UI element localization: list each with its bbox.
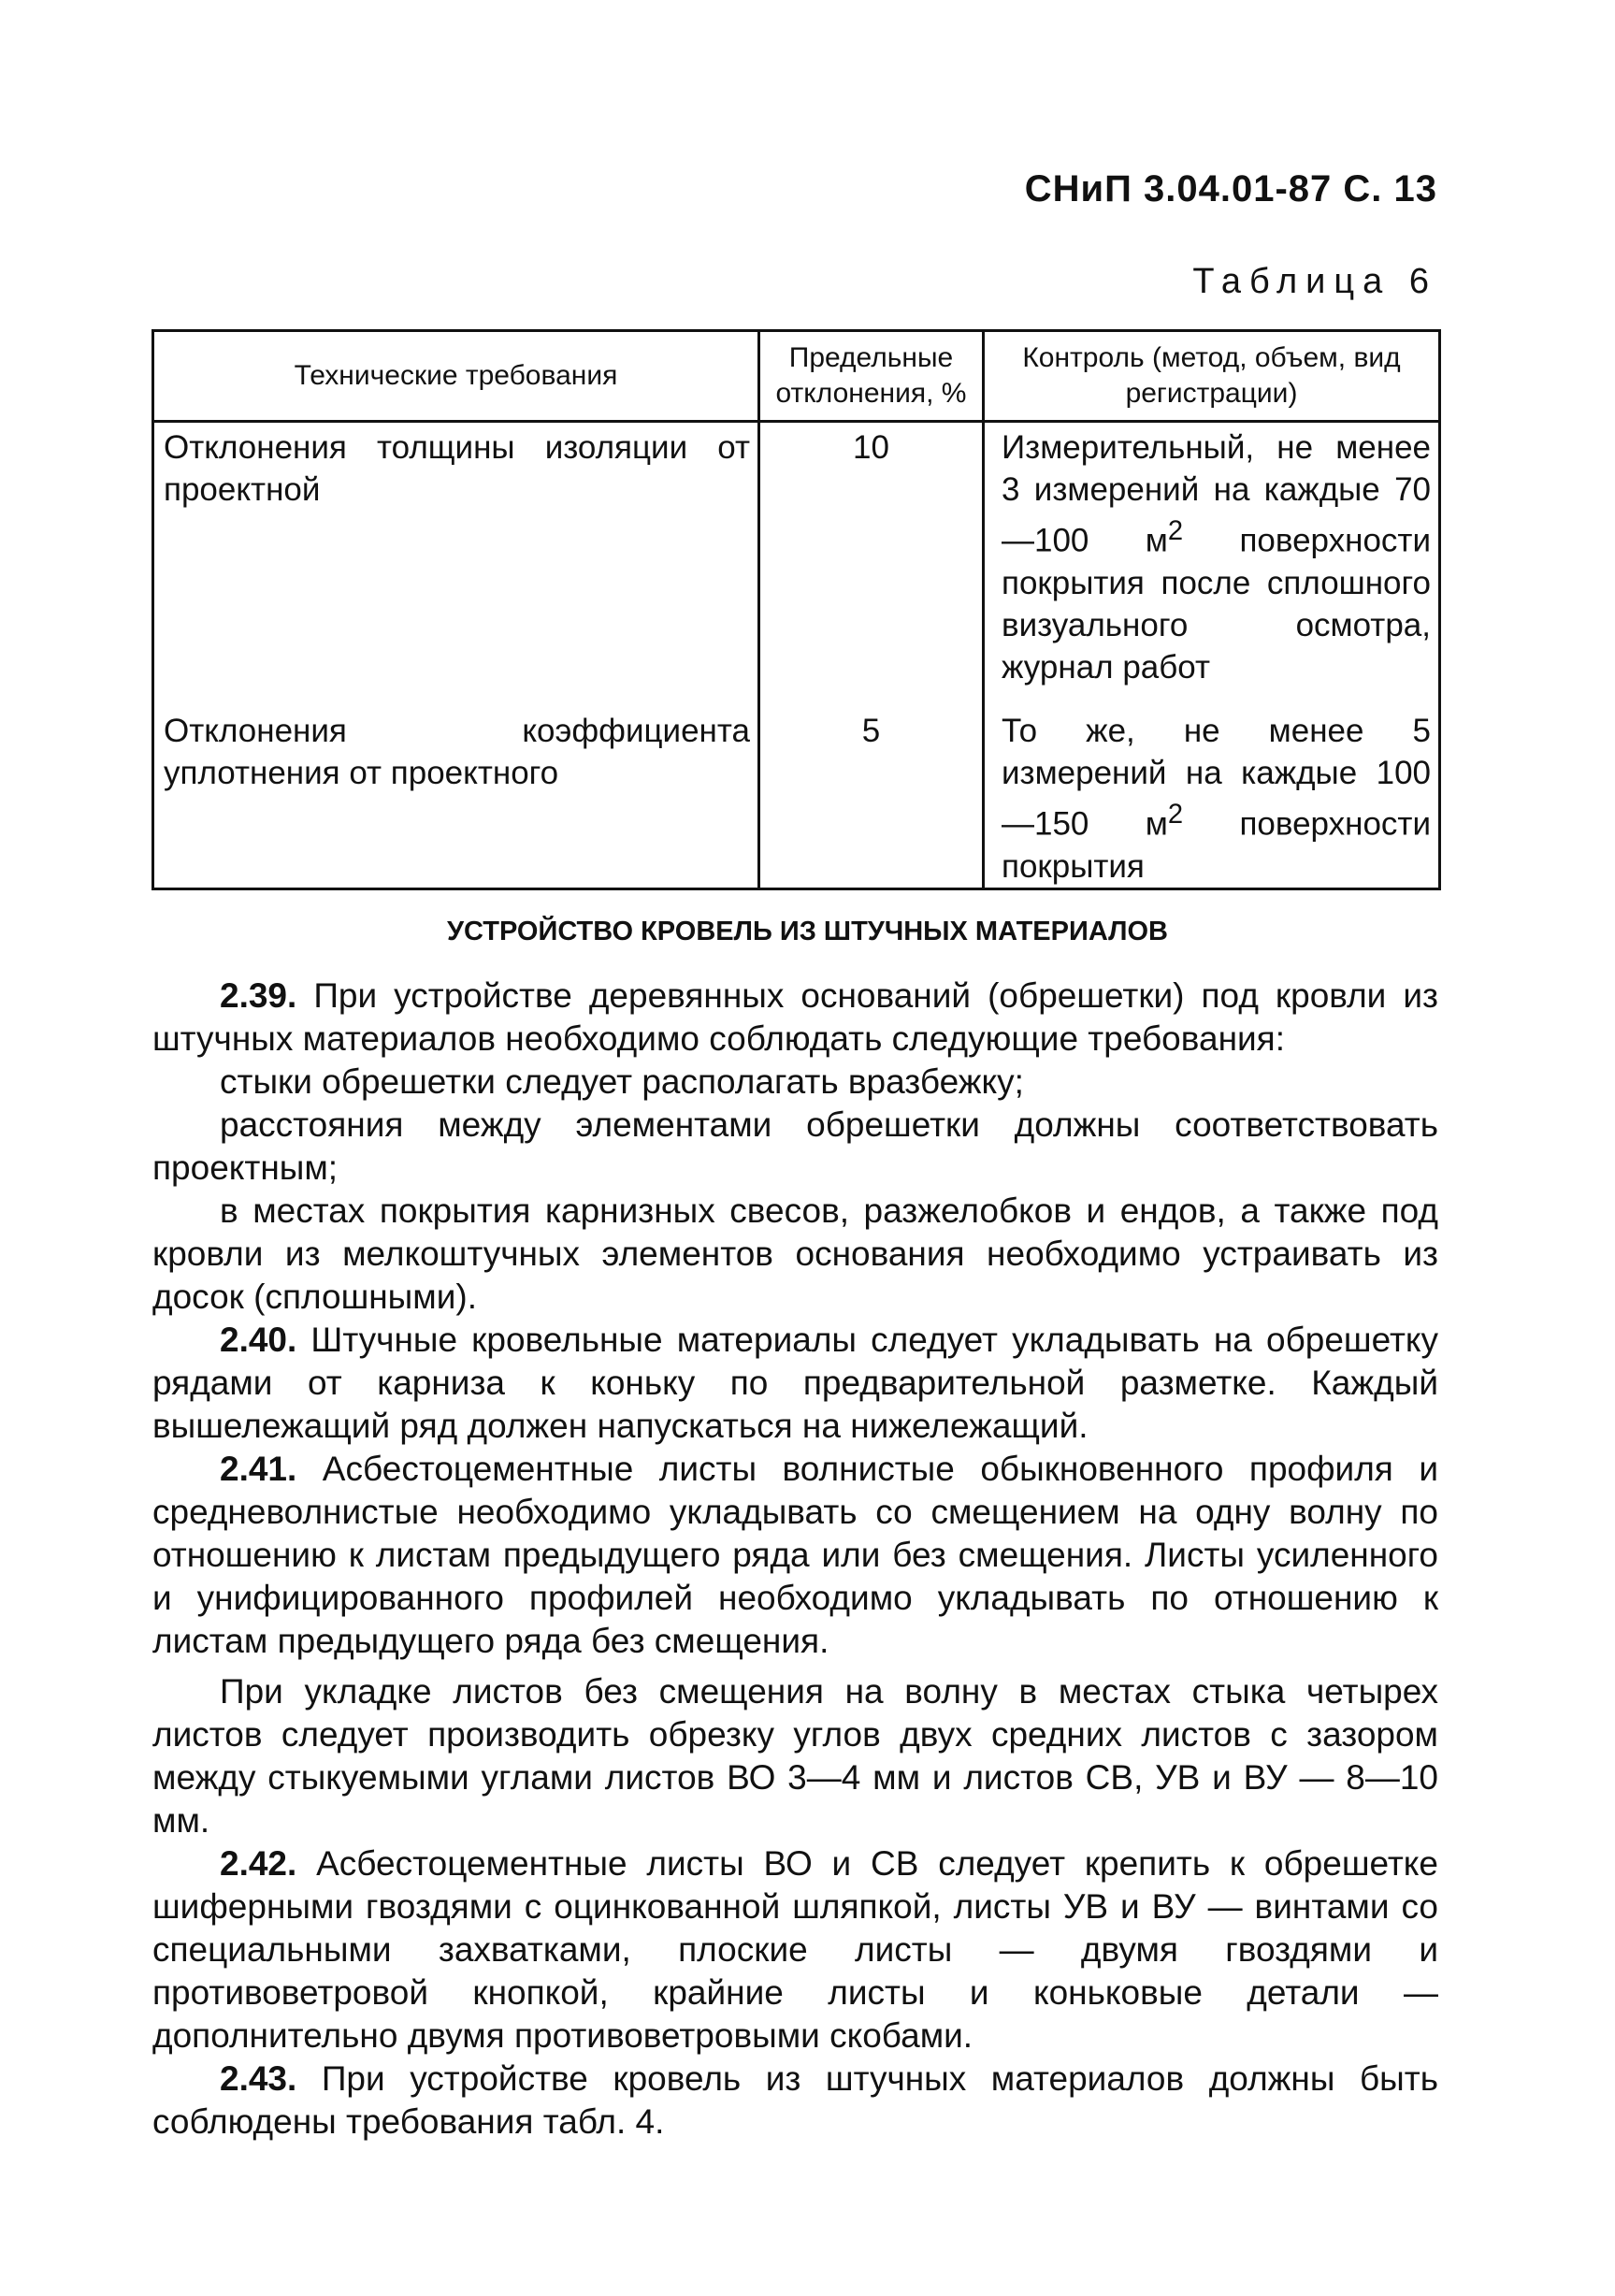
paragraph-2-41 [152, 1448, 1438, 1663]
clause-number: 2.42. [220, 1844, 297, 1883]
control-text: Измерительный, не менее 3 измерений на каждые 70—100 м [1002, 429, 1431, 559]
paragraph-2-43 [152, 2058, 1438, 2144]
body-text [152, 975, 1438, 2144]
clause-number: 2.43. [220, 2059, 297, 2098]
control-cell [984, 706, 1440, 888]
control-cell [984, 422, 1440, 707]
deviation-cell: 10 [759, 422, 984, 707]
table-header-row [153, 331, 1440, 422]
list-item: в местах покрытия карнизных свесов, разжелобков и ендов, а также под кровли из мелкоштучных элементов основания необходимо устраивать из досок (сплошными). [152, 1191, 1438, 1316]
requirement-cell: Отклонения толщины изоляции от проектной [153, 422, 759, 707]
clause-text: Штучные кровельные материалы следует укладывать на обрешетку рядами от карниза к коньку по предварительной разметке. Каждый вышележащий ряд должен напускаться на нижележащий. [152, 1321, 1438, 1445]
table-caption: Таблица 6 [1192, 262, 1437, 301]
superscript: 2 [1167, 800, 1184, 830]
deviation-cell: 5 [759, 706, 984, 888]
clause-number: 2.39. [220, 976, 297, 1015]
paragraph-2-41-continued: При укладке листов без смещения на волну в местах стыка четырех листов следует производить обрезку углов двух средних листов с зазором между стыкуемыми углами листов ВО 3—4 мм и листов СВ, УВ и ВУ — 8—10 мм. [152, 1672, 1438, 1840]
header-deviations: Предельные отклонения, % [759, 331, 984, 422]
control-text-rest: поверхности покрытия [1002, 805, 1431, 885]
clause-text: При устройстве деревянных оснований (обрешетки) под кровли из штучных материалов необходимо соблюдать следующие требования: [152, 976, 1438, 1058]
control-text-rest: поверхности покрытия после сплошного визуального осмотра, журнал работ [1002, 522, 1431, 686]
clause-number: 2.40. [220, 1321, 297, 1359]
clause-text: Асбестоцементные листы ВО и СВ следует крепить к обрешетке шиферными гвоздями с оцинкованной шляпкой, листы УВ и ВУ — винтами со специальными захватками, плоские листы — двумя гвоздями и противоветровой кнопкой, крайние листы и коньковые детали — дополнительно двумя противоветровыми скобами. [152, 1844, 1438, 2055]
list-item: стыки обрешетки следует располагать вразбежку; [220, 1062, 1024, 1101]
requirements-table [151, 329, 1441, 890]
table-row [153, 422, 1440, 707]
clause-number: 2.41. [220, 1450, 297, 1488]
table-row [153, 706, 1440, 888]
clause-text: При устройстве кровель из штучных материалов должны быть соблюдены требования табл. 4. [152, 2059, 1438, 2141]
header-requirements: Технические требования [153, 331, 759, 422]
paragraph-2-40 [152, 1319, 1438, 1448]
clause-text: Асбестоцементные листы волнистые обыкновенного профиля и средневолнистые необходимо укладывать со смещением на одну волну по отношению к листам предыдущего ряда или без смещения. Листы усиленного и унифицированного профилей необходимо укладывать по отношению к листам предыдущего ряда без смещения. [152, 1450, 1438, 1660]
section-title: УСТРОЙСТВО КРОВЕЛЬ ИЗ ШТУЧНЫХ МАТЕРИАЛОВ [447, 917, 1168, 946]
control-text: То же, не менее 5 измерений на каждые 100—150 м [1002, 713, 1431, 843]
requirement-cell: Отклонения коэффициента уплотнения от проектного [153, 706, 759, 888]
list-item: расстояния между элементами обрешетки должны соответствовать проектным; [152, 1105, 1438, 1187]
superscript: 2 [1167, 516, 1184, 546]
header-control: Контроль (метод, объем, вид регистрации) [984, 331, 1440, 422]
paragraph-2-42 [152, 1842, 1438, 2058]
page-header: СНиП 3.04.01-87 С. 13 [1024, 168, 1437, 209]
paragraph-2-39 [152, 975, 1438, 1061]
